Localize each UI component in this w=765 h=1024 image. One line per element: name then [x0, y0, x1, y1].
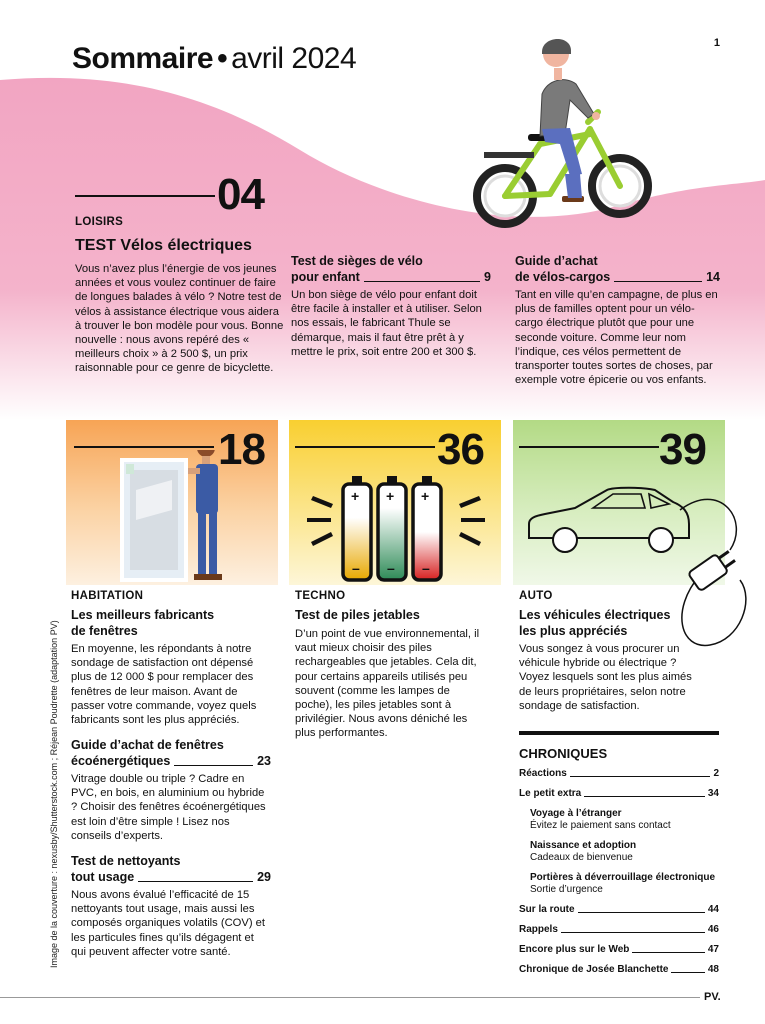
toc-item-petit-extra[interactable] [519, 788, 719, 799]
toc-petit-extra-leader [584, 796, 705, 797]
auto-page-number: 39 [659, 425, 706, 474]
toc-route-leader [578, 912, 705, 913]
auto-headline[interactable] [519, 607, 719, 639]
habitation-body: En moyenne, les répondants à notre sondage de satisfaction ont dépensé plus de 12 000 $ pour remplacer des fenêtres de leur maison. Avant de passer votre commande, voyez quels fabricants sont les plus appréciés. [71, 643, 257, 727]
techno-page-number: 36 [437, 425, 484, 474]
cargo-title-text: de vélos-cargos [515, 270, 611, 284]
habitation-headline-line2: de fenêtres [71, 624, 138, 638]
toc-sub-voyage-text: Évitez le paiement sans contact [530, 820, 671, 831]
habitation-headline-line1: Les meilleurs fabricants [71, 608, 215, 622]
windows-guide-body: Vitrage double ou triple ? Cadre en PVC, en bois, en aluminium ou hybride ? Choisir des fenêtres écoénergétiques est loin d’être simple ! Lisez nos conseils d’experts. [71, 773, 266, 842]
seats-page-number: 9 [484, 270, 491, 284]
title-sommaire: Sommaire [72, 42, 214, 75]
title-bullet: • [217, 42, 228, 75]
featured-headline[interactable]: TEST Vélos électriques [75, 237, 252, 254]
chroniques-heading: CHRONIQUES [519, 746, 608, 761]
cargo-title-line1: Guide d’achat [515, 254, 598, 268]
cleaners-title-line2 [71, 869, 271, 885]
toc-sub-voyage[interactable] [530, 808, 720, 832]
windows-guide-leader [174, 765, 253, 766]
battery2-minus: – [387, 560, 395, 576]
featured-rule [75, 195, 215, 197]
featured-body: Vous n’avez plus l’énergie de vos jeunes années et vous voulez continuer de faire de longues balades à vélo ? Notre test de vélos à assistance électrique vous aidera à trouver le bon modèle pour vous. Bonne nouvelle : nous avons repéré des « meilleurs choix » à 2 500 $, un prix raisonnable pour ce genre de bicyclette. [75, 263, 284, 375]
windows-guide-title[interactable] [71, 737, 271, 769]
techno-panel[interactable] [289, 420, 501, 585]
seats-leader [364, 281, 480, 282]
battery2-plus: + [386, 488, 395, 504]
seats-body: Un bon siège de vélo pour enfant doit être facile à installer et à utiliser. Selon nos essais, le fabricant Thule se démarque, mais il faut être prêt à y mettre le prix, soit entre 200 et 300 $. [291, 289, 482, 358]
featured-page-number: 04 [217, 170, 264, 219]
habitation-category: HABITATION [71, 590, 144, 602]
seats-title-line1: Test de sièges de vélo [291, 254, 423, 268]
cargo-leader [614, 281, 702, 282]
battery1-minus: – [352, 560, 360, 576]
toc-sub-voyage-title: Voyage à l’étranger [530, 808, 622, 819]
seats-title[interactable] [291, 253, 491, 285]
cleaners-title[interactable] [71, 853, 271, 885]
toc-web-page: 47 [707, 944, 719, 955]
seats-title-line2 [291, 269, 491, 285]
toc-rappels-page: 46 [707, 924, 719, 935]
habitation-panel[interactable] [66, 420, 278, 585]
toc-sub-portieres[interactable] [530, 872, 720, 896]
toc-route-page: 44 [707, 904, 719, 915]
toc-reactions-label: Réactions [519, 768, 567, 779]
techno-rule [295, 446, 435, 448]
toc-sub-naissance-title: Naissance et adoption [530, 840, 637, 851]
habitation-headline[interactable] [71, 607, 271, 639]
toc-sub-portieres-title: Portières à déverrouillage électronique [530, 872, 716, 883]
cleaners-title-text: tout usage [71, 870, 135, 884]
windows-guide-title-line2 [71, 753, 271, 769]
cleaners-title-line1: Test de nettoyants [71, 854, 181, 868]
toc-item-web[interactable] [519, 944, 719, 955]
chroniques-rule [519, 731, 719, 735]
techno-category: TECHNO [295, 590, 346, 602]
techno-headline[interactable]: Test de piles jetables [295, 608, 420, 622]
toc-item-rappels[interactable] [519, 924, 719, 935]
toc-rappels-label: Rappels [519, 924, 558, 935]
auto-headline-line1: Les véhicules électriques [519, 608, 671, 622]
battery3-plus: + [421, 488, 430, 504]
cleaners-body: Nous avons évalué l’efficacité de 15 nettoyants tout usage, mais aussi les composés organiques volatils (COV) et les particules fines qu’ils dégagent et qui peuvent affecter votre santé. [71, 889, 266, 958]
cargo-page-number: 14 [706, 270, 720, 284]
toc-josee-page: 48 [707, 964, 719, 975]
techno-body: D’un point de vue environnemental, il vaut mieux choisir des piles rechargeables que jetables. Cela dit, pour certains appareils utilisés peu souvent (comme les lampes de poche), les piles jetables sont à privilégier. Nous avons déniché les plus performantes. [295, 628, 480, 740]
footer-logo: PV. [704, 991, 721, 1003]
toc-web-label: Encore plus sur le Web [519, 944, 630, 955]
cover-image-credit: Image de la couverture : nexusby/Shutterstock.com ; Réjean Poudrette (adaptation PV) [49, 620, 59, 968]
seats-title-text: pour enfant [291, 270, 360, 284]
cargo-title[interactable] [515, 253, 720, 285]
window-installer-illustration [116, 450, 256, 585]
toc-sub-portieres-text: Sortie d’urgence [530, 884, 603, 895]
battery1-plus: + [351, 488, 360, 504]
toc-rappels-leader [561, 932, 705, 933]
toc-reactions-leader [570, 776, 711, 777]
cyclist-illustration [470, 24, 660, 234]
toc-josee-label: Chronique de Josée Blanchette [519, 964, 669, 975]
toc-petit-extra-label: Le petit extra [519, 788, 582, 799]
battery3-minus: – [422, 560, 430, 576]
toc-reactions-page: 2 [713, 768, 719, 779]
cleaners-page-number: 29 [257, 870, 271, 884]
auto-body: Vous songez à vous procurer un véhicule hybride ou électrique ? Voyez lesquels sont les plus aimés de leurs propriétaires, selon notre sondage de satisfaction. [519, 643, 692, 712]
windows-guide-title-line1: Guide d’achat de fenêtres [71, 738, 224, 752]
page-title [72, 42, 356, 76]
habitation-rule [74, 446, 214, 448]
toc-sub-naissance[interactable] [530, 840, 720, 864]
featured-category: LOISIRS [75, 216, 124, 228]
auto-rule [519, 446, 659, 448]
toc-item-reactions[interactable] [519, 768, 719, 779]
toc-josee-leader [671, 972, 704, 973]
auto-headline-line2: les plus appréciés [519, 624, 628, 638]
toc-item-josee[interactable] [519, 964, 719, 975]
cargo-title-line2 [515, 269, 720, 285]
cargo-body: Tant en ville qu’en campagne, de plus en plus de familles optent pour un vélo-cargo électrique plutôt que pour une seconde voiture. Comme leur nom l’indique, ces vélos permettent de transporter toutes sortes de choses, par exemple votre épicerie ou vos enfants. [515, 289, 718, 387]
windows-guide-page-number: 23 [257, 754, 271, 768]
batteries-illustration [303, 470, 487, 585]
toc-route-label: Sur la route [519, 904, 575, 915]
toc-sub-naissance-text: Cadeaux de bienvenue [530, 852, 633, 863]
cleaners-leader [138, 881, 253, 882]
windows-guide-title-text: écoénergétiques [71, 754, 171, 768]
habitation-page-number: 18 [218, 425, 265, 474]
page-number: 1 [713, 37, 720, 49]
title-date: avril 2024 [231, 42, 357, 75]
footer-rule [0, 997, 700, 998]
auto-category: AUTO [519, 590, 553, 602]
toc-petit-extra-page: 34 [707, 788, 719, 799]
toc-web-leader [632, 952, 704, 953]
toc-item-route[interactable] [519, 904, 719, 915]
